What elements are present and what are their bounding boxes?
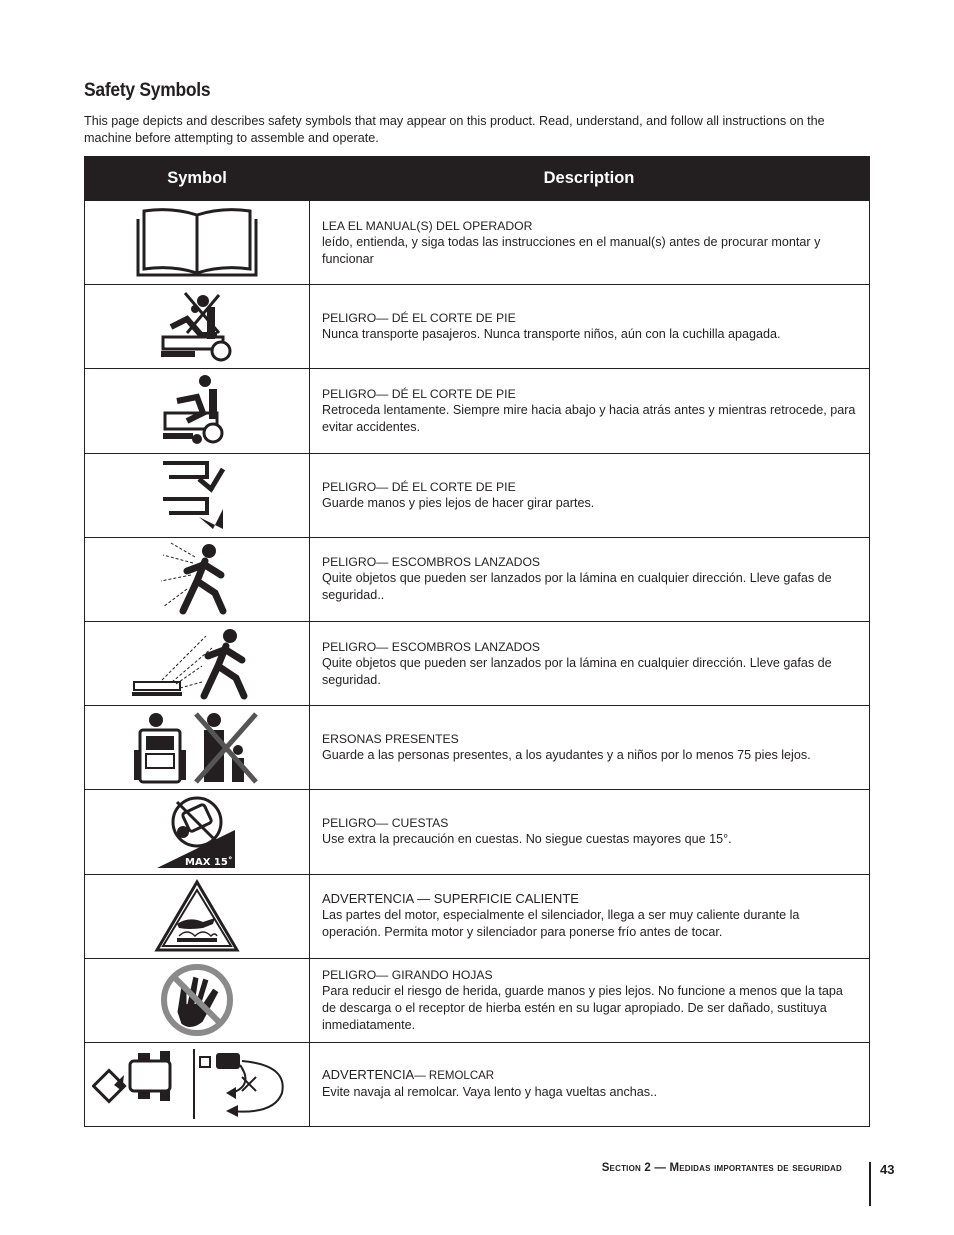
row-text: Guarde manos y pies lejos de hacer girar partes.: [322, 495, 595, 510]
towing-icon: [92, 1045, 302, 1123]
row-text: Quite objetos que pueden ser lanzados por la lámina en cualquier dirección. Lleve gafas de seguridad..: [322, 571, 832, 603]
table-row: [85, 958, 869, 1042]
symbol-cell: [85, 875, 310, 958]
row-text: Retroceda lentamente. Siempre mire hacia abajo y hacia atrás antes y mientras retrocede, para evitar accidentes.: [322, 402, 856, 434]
symbol-cell: [85, 959, 310, 1042]
description-cell: [310, 790, 869, 873]
symbol-cell: [85, 1043, 310, 1126]
row-heading-main: ADVERTENCIA: [322, 1067, 415, 1083]
description-cell: [310, 875, 869, 958]
no-passengers-icon: [157, 289, 237, 365]
hot-surface-icon: [153, 878, 241, 954]
row-heading: PELIGRO— ESCOMBROS LANZADOS: [322, 555, 541, 570]
footer-section-label: Section 2 — Medidas importantes de seguridad: [601, 1162, 842, 1174]
slope-max-label: MAX 15˚: [185, 856, 233, 868]
row-heading: PELIGRO— DÉ EL CORTE DE PIE: [322, 311, 516, 326]
page-number: 43: [880, 1162, 895, 1177]
row-text: Para reducir el riesgo de herida, guarde manos y pies lejos. No funcione a menos que la tapa de descarga o el receptor de hierba estén en su lugar apropiado. De ser dañado, sustituya inmediatamente.: [322, 983, 843, 1032]
description-cell: [310, 706, 869, 789]
description-cell: [310, 538, 869, 621]
symbol-cell: [85, 454, 310, 537]
description-cell: [310, 285, 869, 368]
row-text: Evite navaja al remolcar. Vaya lento y haga vueltas anchas..: [322, 1085, 658, 1100]
row-heading: LEA EL MANUAL(S) DEL OPERADOR: [322, 218, 533, 233]
safety-symbols-table: [84, 156, 870, 1127]
table-row: [85, 284, 869, 368]
description-column-header: Description: [543, 169, 635, 187]
row-text: Use extra la precaución en cuestas. No siegue cuestas mayores que 15°.: [322, 832, 732, 847]
symbol-cell: [85, 790, 310, 873]
row-text: Nunca transporte pasajeros. Nunca transporte niños, aún con la cuchilla apagada.: [322, 327, 781, 342]
table-row: [85, 537, 869, 621]
description-cell: [310, 201, 869, 284]
row-text: leído, entienda, y siga todas las instrucciones en el manual(s) antes de procurar montar y funcionar: [322, 234, 821, 266]
blade-hand-foot-icon: [157, 457, 237, 533]
symbol-cell: [85, 622, 310, 705]
symbol-cell: [85, 538, 310, 621]
table-header: [85, 157, 869, 200]
description-cell: [310, 454, 869, 537]
row-heading: PELIGRO— ESCOMBROS LANZADOS: [322, 639, 541, 654]
description-cell: [310, 959, 869, 1042]
table-row: [85, 705, 869, 789]
row-text: Guarde a las personas presentes, a los ayudantes y a niños por lo menos 75 pies lejos.: [322, 748, 811, 763]
symbol-cell: [85, 369, 310, 452]
table-row: [85, 789, 869, 873]
page-title: Safety Symbols: [84, 80, 211, 101]
row-heading: PELIGRO— DÉ EL CORTE DE PIE: [322, 386, 516, 401]
table-row: [85, 1042, 869, 1126]
reverse-child-icon: [157, 373, 237, 449]
slope-max-icon: [155, 794, 239, 870]
row-text: Quite objetos que pueden ser lanzados por la lámina en cualquier dirección. Lleve gafas de seguridad.: [322, 655, 832, 687]
row-heading-sub: — REMOLCAR: [414, 1070, 495, 1083]
row-heading: ADVERTENCIA — SUPERFICIE CALIENTE: [322, 891, 579, 907]
table-row: [85, 621, 869, 705]
row-heading: [322, 1067, 857, 1084]
description-cell: [310, 369, 869, 452]
row-heading: PELIGRO— DÉ EL CORTE DE PIE: [322, 479, 516, 494]
description-cell: [310, 1043, 869, 1126]
intro-paragraph: This page depicts and describes safety symbols that may appear on this product. Read, understand, and follow all instructions on the machine before attempting to assemble and operate.: [84, 114, 825, 145]
table-row: [85, 453, 869, 537]
symbol-column-header: Symbol: [167, 169, 227, 187]
description-cell: [310, 622, 869, 705]
footer-divider: [869, 1162, 871, 1206]
symbol-cell: [85, 706, 310, 789]
symbol-cell: [85, 201, 310, 284]
thrown-objects-icon: [157, 541, 237, 617]
bystanders-icon: [132, 710, 262, 786]
operator-manual-icon: [132, 203, 262, 283]
symbol-cell: [85, 285, 310, 368]
no-hands-icon: [157, 962, 237, 1038]
table-row: [85, 200, 869, 284]
thrown-debris-mower-icon: [132, 626, 262, 702]
table-row: [85, 368, 869, 452]
row-heading: ERSONAS PRESENTES: [322, 732, 459, 747]
row-heading: PELIGRO— GIRANDO HOJAS: [322, 967, 493, 982]
row-heading: PELIGRO— CUESTAS: [322, 816, 449, 831]
table-row: [85, 874, 869, 958]
row-text: Las partes del motor, especialmente el silenciador, llega a ser muy caliente durante la operación. Permita motor y silenciador para ponerse frío antes de tocar.: [322, 908, 800, 940]
